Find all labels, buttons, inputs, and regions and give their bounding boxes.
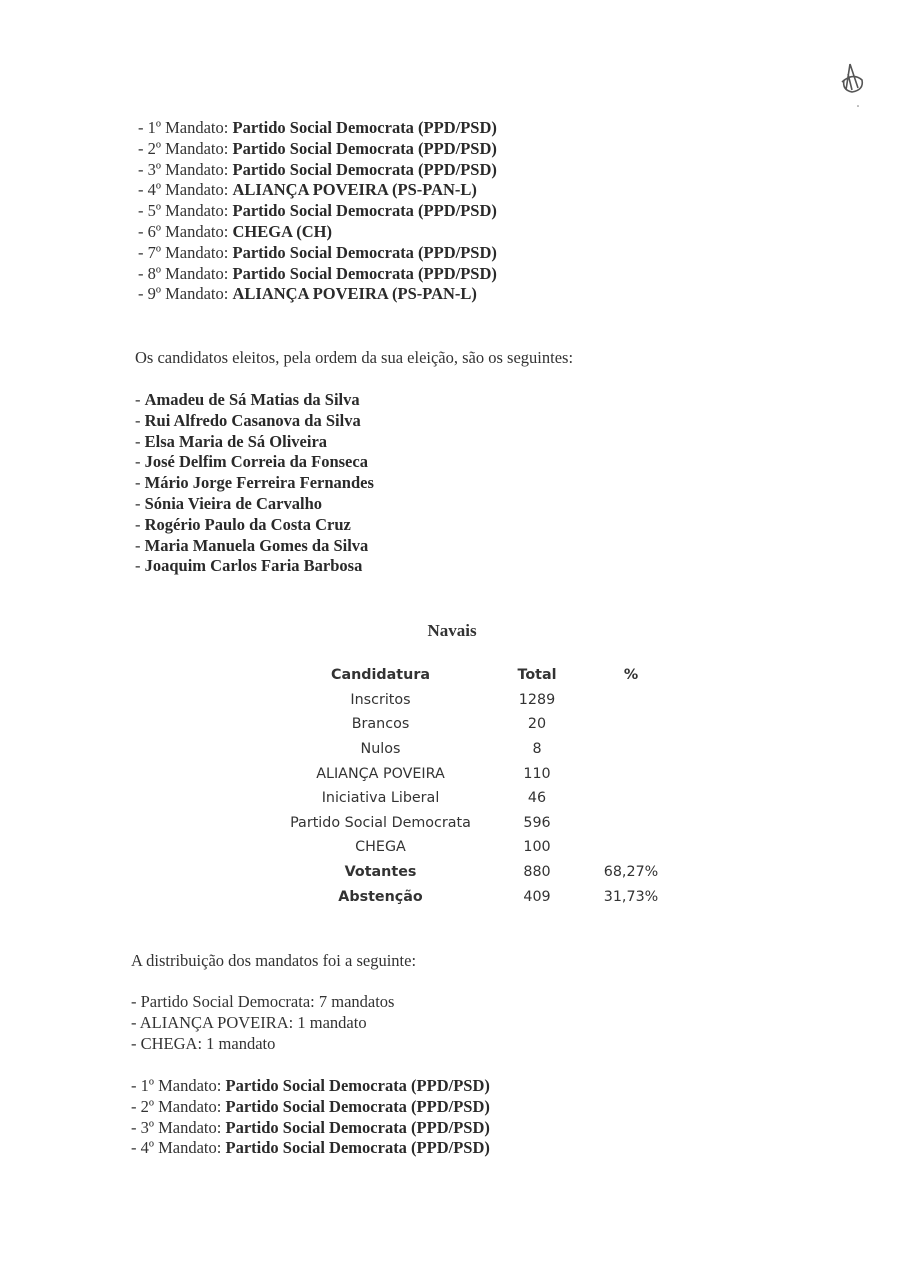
mandate-item <box>131 1138 490 1159</box>
mandate-item <box>138 160 497 181</box>
candidate-name: Mário Jorge Ferreira Fernandes <box>144 473 374 493</box>
header-total: Total <box>517 667 557 684</box>
mandate-party: Partido Social Democrata (PPD/PSD) <box>232 201 497 221</box>
cell-total: 110 <box>523 765 551 782</box>
table-row <box>278 737 671 762</box>
cell-percent <box>591 811 671 836</box>
header-candidatura: Candidatura <box>330 667 431 684</box>
elected-candidate <box>135 536 374 557</box>
mandate-item <box>138 180 497 201</box>
mandate-party: ALIANÇA POVEIRA (PS-PAN-L) <box>232 284 477 304</box>
cell-total: 100 <box>523 839 551 856</box>
mandate-label: - 9º Mandato: <box>138 284 233 304</box>
mandate-item <box>131 1076 490 1097</box>
list-dash: - <box>135 473 145 493</box>
mandate-label: - 2º Mandato: <box>131 1096 226 1116</box>
elected-candidate <box>135 494 374 515</box>
candidate-name: Rui Alfredo Casanova da Silva <box>144 410 361 430</box>
distribution-list <box>131 992 394 1054</box>
cell-total: 8 <box>532 741 542 758</box>
mandate-party: ALIANÇA POVEIRA (PS-PAN-L) <box>232 180 477 200</box>
mandate-party: CHEGA (CH) <box>232 221 332 241</box>
mandate-party: Partido Social Democrata (PPD/PSD) <box>232 118 497 137</box>
candidate-name: José Delfim Correia da Fonseca <box>144 452 368 472</box>
mandate-label: - 6º Mandato: <box>138 221 233 241</box>
mandate-label: - 5º Mandato: <box>138 201 233 221</box>
mandate-label: - 7º Mandato: <box>138 242 233 262</box>
table-header-row <box>278 663 671 688</box>
mandate-label: - 1º Mandato: <box>131 1076 226 1095</box>
table-row <box>278 786 671 811</box>
candidate-name: Maria Manuela Gomes da Silva <box>144 535 369 555</box>
mandate-party: Partido Social Democrata (PPD/PSD) <box>225 1138 490 1158</box>
distribution-intro: A distribuição dos mandatos foi a seguinte: <box>131 951 417 970</box>
table-row <box>278 712 671 737</box>
cell-candidatura: Inscritos <box>350 691 411 708</box>
cell-total: 20 <box>527 716 547 733</box>
table-row <box>278 811 671 836</box>
mandate-party: Partido Social Democrata (PPD/PSD) <box>225 1117 490 1137</box>
distribution-item: - CHEGA: 1 mandato <box>131 1033 276 1053</box>
table-title: Navais <box>427 621 477 640</box>
elected-candidate <box>135 452 374 473</box>
candidate-name: Joaquim Carlos Faria Barbosa <box>144 556 363 576</box>
mandate-item <box>138 243 497 264</box>
mandate-label: - 4º Mandato: <box>131 1138 226 1158</box>
mandate-item <box>138 201 497 222</box>
elected-candidate <box>135 390 374 411</box>
table-row <box>278 860 671 885</box>
results-table <box>278 663 671 909</box>
mandate-party: Partido Social Democrata (PPD/PSD) <box>225 1096 490 1116</box>
cell-total: 880 <box>523 864 551 881</box>
cell-percent <box>591 712 671 737</box>
cell-percent <box>591 737 671 762</box>
elected-candidate <box>135 515 374 536</box>
table-row <box>278 835 671 860</box>
list-dash: - <box>135 390 145 409</box>
mandate-label: - 8º Mandato: <box>138 263 233 283</box>
header-percent: % <box>623 667 639 684</box>
table-row <box>278 761 671 786</box>
list-dash: - <box>135 493 145 513</box>
mandate-item <box>131 1097 490 1118</box>
cell-candidatura: Abstenção <box>338 888 423 905</box>
mandate-label: - 1º Mandato: <box>138 118 233 137</box>
elected-candidate <box>135 432 374 453</box>
list-dash: - <box>135 431 145 451</box>
signature-initials-icon <box>838 60 868 110</box>
cell-percent <box>591 835 671 860</box>
table-row <box>278 688 671 713</box>
elected-candidate <box>135 411 374 432</box>
cell-percent: 31,73% <box>603 888 659 905</box>
table-row <box>278 884 671 909</box>
mandate-item <box>138 118 497 139</box>
list-dash: - <box>135 535 145 555</box>
cell-percent <box>591 761 671 786</box>
cell-total: 409 <box>523 888 551 905</box>
elected-candidate <box>135 556 374 577</box>
list-dash: - <box>135 452 145 472</box>
list-dash: - <box>135 514 145 534</box>
cell-candidatura: Brancos <box>351 716 410 733</box>
mandate-label: - 3º Mandato: <box>131 1117 226 1137</box>
candidate-name: Sónia Vieira de Carvalho <box>144 493 323 513</box>
cell-total: 1289 <box>518 691 556 708</box>
elected-candidate <box>135 473 374 494</box>
candidate-name: Elsa Maria de Sá Oliveira <box>144 431 328 451</box>
cell-total: 596 <box>523 814 551 831</box>
mandate-party: Partido Social Democrata (PPD/PSD) <box>232 242 497 262</box>
candidate-name: Amadeu de Sá Matias da Silva <box>144 390 360 409</box>
cell-candidatura: Nulos <box>360 741 401 758</box>
cell-candidatura: Partido Social Democrata <box>290 814 471 831</box>
mandate-item <box>138 139 497 160</box>
mandate-party: Partido Social Democrata (PPD/PSD) <box>232 159 497 179</box>
mandate-item <box>131 1118 490 1139</box>
mandate-item <box>138 284 497 305</box>
candidate-name: Rogério Paulo da Costa Cruz <box>144 514 351 534</box>
mandate-item <box>138 222 497 243</box>
cell-total: 46 <box>527 790 547 807</box>
cell-percent <box>591 786 671 811</box>
cell-candidatura: CHEGA <box>355 839 406 856</box>
elected-intro: Os candidatos eleitos, pela ordem da sua eleição, são os seguintes: <box>135 348 574 367</box>
mandates-list-first <box>138 118 497 305</box>
mandate-item <box>138 264 497 285</box>
mandate-party: Partido Social Democrata (PPD/PSD) <box>232 263 497 283</box>
elected-candidates-list <box>135 390 374 577</box>
cell-candidatura: ALIANÇA POVEIRA <box>316 765 445 782</box>
mandate-party: Partido Social Democrata (PPD/PSD) <box>225 1076 490 1095</box>
mandate-label: - 3º Mandato: <box>138 159 233 179</box>
mandates-list-second <box>131 1076 490 1159</box>
distribution-item: - Partido Social Democrata: 7 mandatos <box>131 992 395 1011</box>
mandate-label: - 4º Mandato: <box>138 180 233 200</box>
cell-percent: 68,27% <box>603 864 659 881</box>
cell-percent <box>591 688 671 713</box>
distribution-item: - ALIANÇA POVEIRA: 1 mandato <box>131 1012 367 1032</box>
list-dash: - <box>135 556 145 576</box>
list-dash: - <box>135 410 145 430</box>
mandate-party: Partido Social Democrata (PPD/PSD) <box>232 138 497 158</box>
cell-candidatura: Votantes <box>344 864 417 881</box>
mandate-label: - 2º Mandato: <box>138 138 233 158</box>
cell-candidatura: Iniciativa Liberal <box>321 790 440 807</box>
